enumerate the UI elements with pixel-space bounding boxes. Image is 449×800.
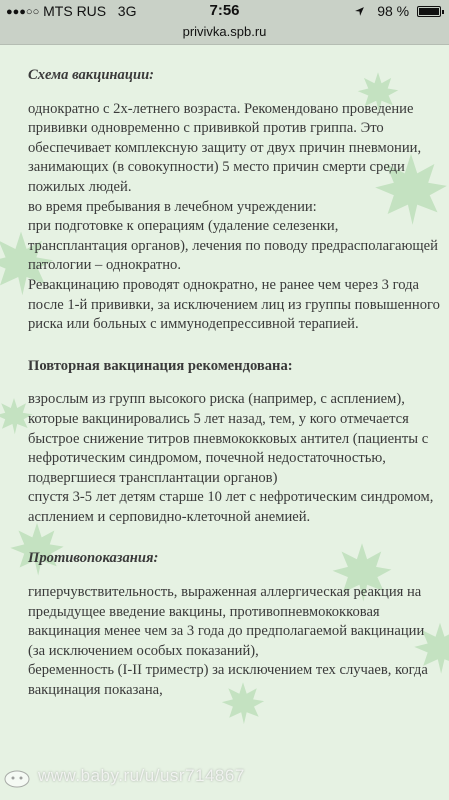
paragraph: Ревакцинацию проводят однократно, не ранее чем через 3 года после 1-й прививки, за исключением лиц из группы повышенного риска или больных с иммунодепрессивной терапией. bbox=[28, 276, 440, 333]
paragraph: однократно с 2х-летнего возраста. Рекомендовано проведение прививки одновременно с прививкой против гриппа. Это обеспечивает комплексную защиту от двух причин пневмонии, занимающих (в совокупности) 5 место причин смерти среди пожилых людей. bbox=[28, 100, 422, 195]
battery-icon bbox=[417, 6, 441, 17]
network-type: 3G bbox=[117, 3, 137, 19]
section-heading-contraindications: Противопоказания: bbox=[28, 550, 159, 567]
battery-percent: 98 % bbox=[377, 3, 410, 19]
carrier-name: MTS RUS bbox=[43, 3, 107, 19]
watermark: www.baby.ru/u/usr714867 bbox=[38, 766, 245, 785]
paragraph: во время пребывания в лечебном учреждении: bbox=[28, 198, 317, 215]
paragraph: взрослым из групп высокого риска (например, с асплением), которые вакцинировались 5 лет назад, тем, у кого отмечается быстрое снижение титров пневмококковых антител (пациенты с нефротическим синдромом, почечной недостаточностью, подвергшиеся трансплантации органов) bbox=[28, 391, 429, 486]
article-content bbox=[28, 44, 440, 701]
clock: 7:56 bbox=[209, 2, 240, 19]
address-bar[interactable]: privivka.spb.ru bbox=[0, 22, 449, 45]
paragraph: при подготовке к операциям (удаление селезенки, трансплантация органов), лечения по поводу предрасполагающей патологии – однократно. bbox=[28, 218, 438, 274]
status-right bbox=[354, 3, 441, 19]
paragraph: гиперчувствительность, выраженная аллергическая реакция на предыдущее введение вакцины, противопневмококковая вакцинация менее чем за 3 года до предполагаемой вакцинации (за исключением особых показаний), bbox=[28, 584, 425, 659]
section-heading-schedule: Схема вакцинации: bbox=[28, 67, 155, 83]
baby-logo-icon bbox=[2, 766, 32, 788]
signal-strength-icon: ●●●○○ bbox=[6, 6, 40, 18]
status-bar bbox=[0, 0, 449, 22]
paragraph: беременность (I-II триместр) за исключением тех случаев, когда вакцинация показана, bbox=[28, 662, 428, 699]
section-heading-revaccination: Повторная вакцинация рекомендована: bbox=[28, 357, 293, 374]
paragraph: спустя 3-5 лет детям старше 10 лет с нефротическим синдромом, асплением и серповидно-клеточной анемией. bbox=[28, 489, 434, 525]
battery-fill bbox=[419, 8, 439, 15]
location-arrow-icon bbox=[354, 6, 365, 17]
